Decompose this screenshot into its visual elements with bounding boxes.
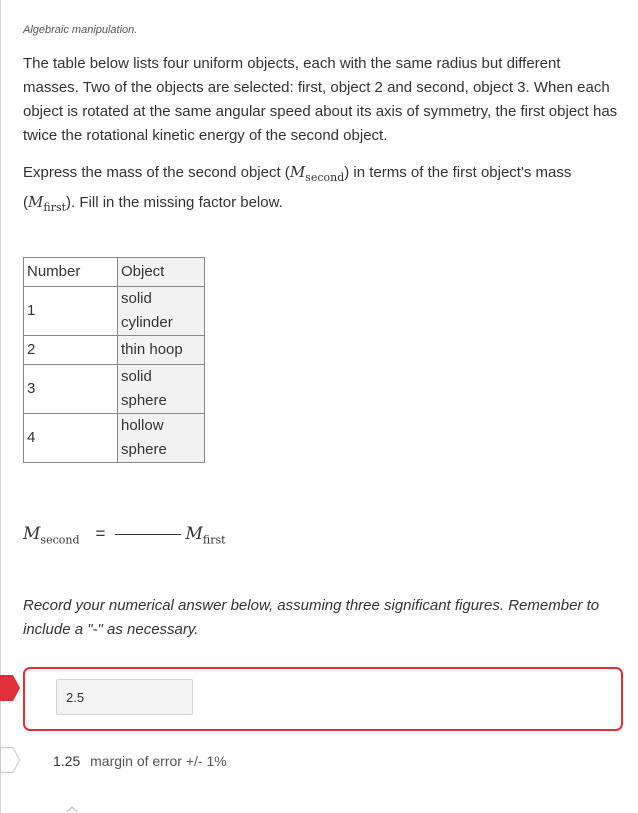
row-object: hollow sphere <box>118 414 205 463</box>
answer-instruction: Record your numerical answer below, assuming three significant figures. Remember to include a "-" as necessary. <box>23 597 600 638</box>
row-object: solid cylinder <box>118 287 205 336</box>
row-object: solid sphere <box>118 365 205 414</box>
correct-answer-value: 1.25 <box>53 753 81 769</box>
para2-text-mid: ) in terms of the first object's mass ( <box>23 164 572 211</box>
para2-text-after: ). Fill in the missing factor below. <box>66 194 283 211</box>
row-number: 4 <box>24 414 118 463</box>
row-object: thin hoop <box>118 336 205 365</box>
question-paragraph-1: The table below lists four uniform objects, each with the same radius but different masses. Two of the objects are selected: first, object 2 and second, object 3. When each object is rotated at the same angular speed about its axis of symmetry, the first object has twice the rotational kinetic energy of the second object. <box>23 55 618 144</box>
para2-text-before: Express the mass of the second object ( <box>23 164 290 181</box>
equation-rhs: $M_{first}$ <box>185 524 226 547</box>
incorrect-flag-icon <box>0 675 20 701</box>
equation <box>23 524 226 546</box>
table-row <box>24 336 205 365</box>
answer-input[interactable] <box>56 679 193 715</box>
correct-flag-icon <box>0 747 20 773</box>
row-number: 1 <box>24 287 118 336</box>
table-row <box>24 365 205 414</box>
equation-lhs: $M_{second}$ <box>23 524 80 547</box>
m-second-symbol: $M_{second}$ <box>289 163 345 184</box>
answer-container <box>23 667 623 731</box>
row-number: 2 <box>24 336 118 365</box>
question-paragraph-2 <box>23 160 618 220</box>
equals-sign: = <box>95 524 106 543</box>
caret-up-icon <box>66 806 78 813</box>
header-object: Object <box>118 258 205 287</box>
margin-of-error: margin of error +/- 1% <box>90 753 227 769</box>
row-number: 3 <box>24 365 118 414</box>
table-header-row <box>24 258 205 287</box>
topic-label: Algebraic manipulation. <box>23 24 138 36</box>
table-row <box>24 414 205 463</box>
correct-answer <box>53 753 227 769</box>
missing-factor-blank <box>115 533 181 535</box>
header-number: Number <box>24 258 118 287</box>
objects-table <box>23 257 205 463</box>
table-row <box>24 287 205 336</box>
m-first-symbol: $M_{first}$ <box>28 193 67 214</box>
